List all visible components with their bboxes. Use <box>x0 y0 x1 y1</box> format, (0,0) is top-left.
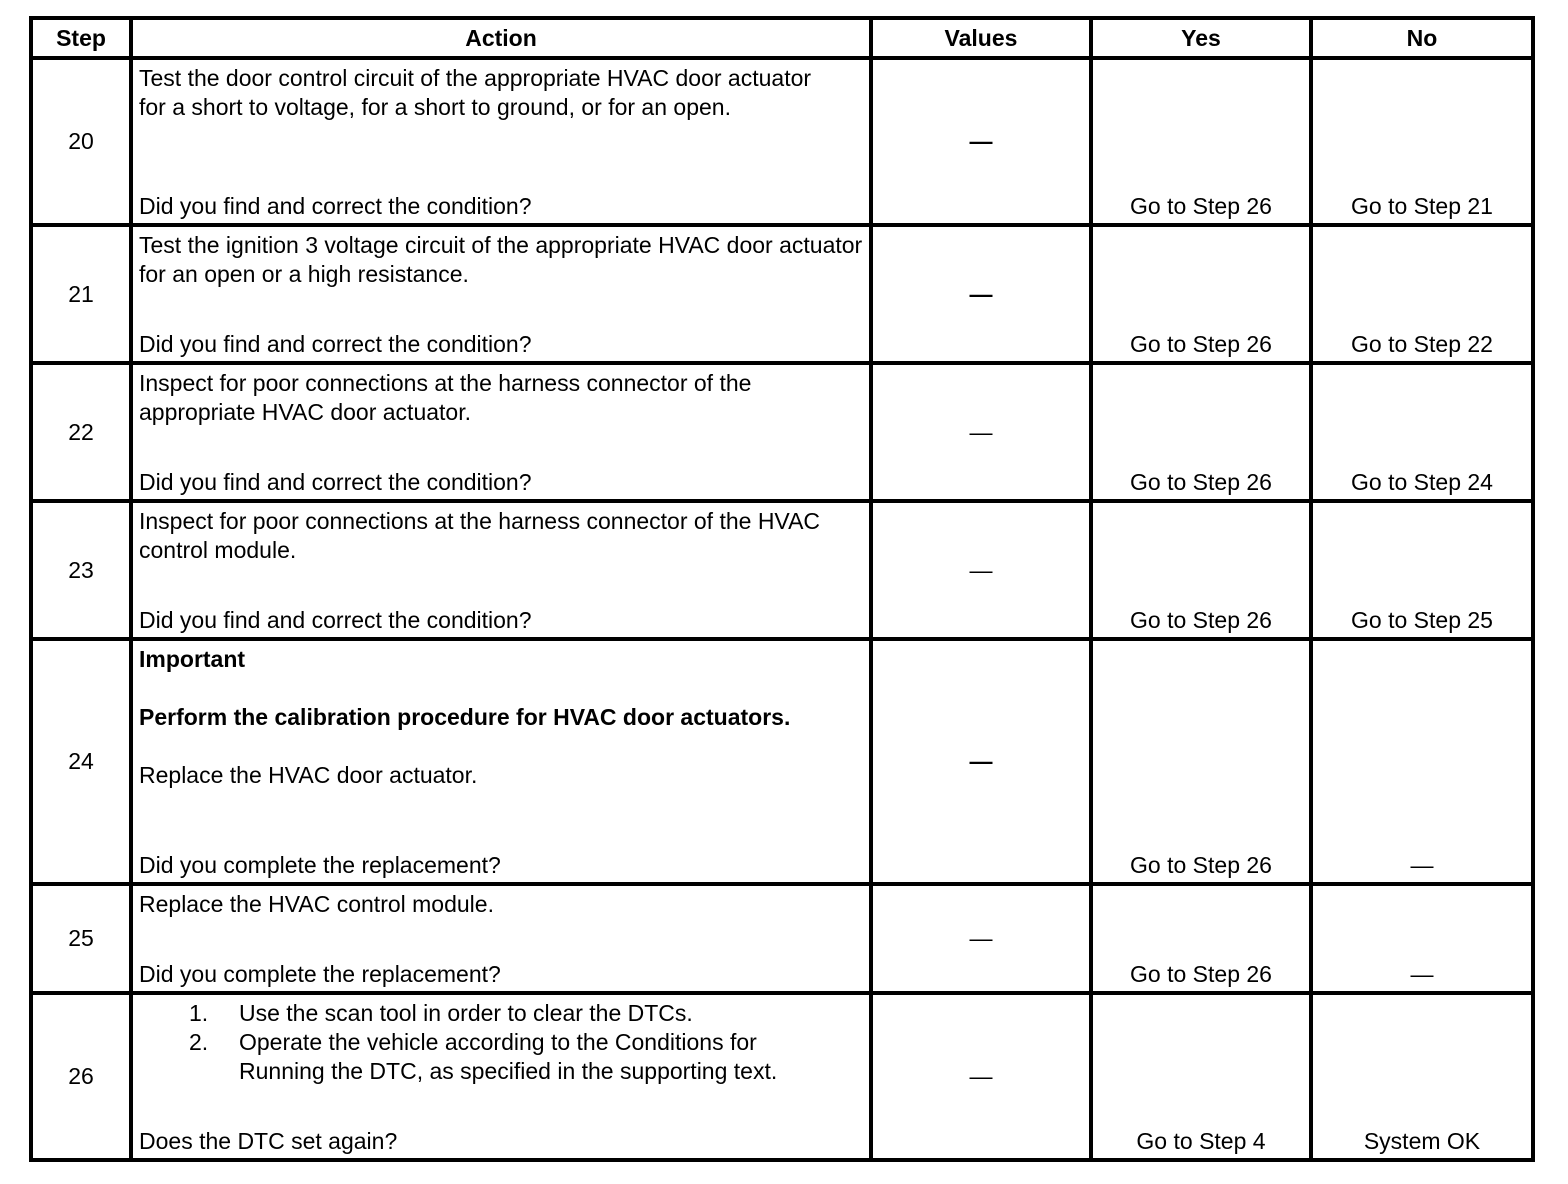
yes-cell: Go to Step 26 <box>1091 884 1311 993</box>
step-number: 22 <box>31 363 131 501</box>
list-item <box>189 1028 863 1086</box>
table-row <box>31 225 1533 363</box>
values-cell: — <box>871 993 1091 1160</box>
table-row <box>31 639 1533 884</box>
yes-cell: Go to Step 4 <box>1091 993 1311 1160</box>
step-number: 24 <box>31 639 131 884</box>
action-text: Replace the HVAC door actuator. <box>139 762 478 788</box>
yes-cell: Go to Step 26 <box>1091 363 1311 501</box>
table-row <box>31 363 1533 501</box>
yes-cell: Go to Step 26 <box>1091 225 1311 363</box>
question-text: Did you find and correct the condition? <box>139 193 532 219</box>
question-text: Did you find and correct the condition? <box>139 469 532 495</box>
no-cell: Go to Step 21 <box>1311 58 1533 225</box>
table-row <box>31 993 1533 1160</box>
list-item-text: Use the scan tool in order to clear the DTCs. <box>239 1000 693 1026</box>
important-label: Important <box>139 646 246 672</box>
action-cell <box>131 993 871 1160</box>
values-cell: — <box>871 58 1091 225</box>
values-cell: — <box>871 884 1091 993</box>
action-text: Inspect for poor connections at the harness connector of the HVAC control module. <box>139 508 821 563</box>
action-cell <box>131 884 871 993</box>
values-cell: — <box>871 363 1091 501</box>
list-item <box>189 999 863 1028</box>
question-text: Did you find and correct the condition? <box>139 331 532 357</box>
important-text: Perform the calibration procedure for HVAC door actuators. <box>139 704 791 730</box>
step-number: 20 <box>31 58 131 225</box>
header-values: Values <box>871 18 1091 58</box>
action-cell <box>131 639 871 884</box>
action-text: Inspect for poor connections at the harness connector of the appropriate HVAC door actuator. <box>139 370 752 425</box>
action-cell <box>131 363 871 501</box>
list-item-number: 2. <box>189 1029 209 1055</box>
no-cell: Go to Step 24 <box>1311 363 1533 501</box>
list-item-number: 1. <box>189 1000 209 1026</box>
step-number: 21 <box>31 225 131 363</box>
step-number: 23 <box>31 501 131 639</box>
step-number: 26 <box>31 993 131 1160</box>
question-text: Did you complete the replacement? <box>139 961 501 987</box>
list-item-text: Operate the vehicle according to the Conditions for Running the DTC, as specified in the supporting text. <box>239 1029 778 1084</box>
diagnostic-table <box>29 16 1535 1162</box>
procedure-list <box>139 999 863 1086</box>
yes-cell: Go to Step 26 <box>1091 58 1311 225</box>
header-yes: Yes <box>1091 18 1311 58</box>
no-cell: — <box>1311 884 1533 993</box>
action-cell <box>131 58 871 225</box>
values-cell: — <box>871 639 1091 884</box>
no-cell: System OK <box>1311 993 1533 1160</box>
no-cell: Go to Step 22 <box>1311 225 1533 363</box>
action-cell <box>131 501 871 639</box>
values-cell: — <box>871 225 1091 363</box>
header-row <box>31 18 1533 58</box>
table-row <box>31 501 1533 639</box>
question-text: Did you complete the replacement? <box>139 852 501 878</box>
yes-cell: Go to Step 26 <box>1091 639 1311 884</box>
question-text: Does the DTC set again? <box>139 1128 398 1154</box>
action-text: Replace the HVAC control module. <box>139 891 494 917</box>
step-number: 25 <box>31 884 131 993</box>
header-no: No <box>1311 18 1533 58</box>
values-cell: — <box>871 501 1091 639</box>
no-cell: — <box>1311 639 1533 884</box>
yes-cell: Go to Step 26 <box>1091 501 1311 639</box>
question-text: Did you find and correct the condition? <box>139 607 532 633</box>
header-action: Action <box>131 18 871 58</box>
no-cell: Go to Step 25 <box>1311 501 1533 639</box>
header-step: Step <box>31 18 131 58</box>
action-cell <box>131 225 871 363</box>
action-text: Test the door control circuit of the appropriate HVAC door actuator for a short to voltage, for a short to ground, or for an open. <box>139 65 812 120</box>
table-row <box>31 58 1533 225</box>
table-row <box>31 884 1533 993</box>
action-text: Test the ignition 3 voltage circuit of the appropriate HVAC door actuator for an open or a high resistance. <box>139 232 863 287</box>
